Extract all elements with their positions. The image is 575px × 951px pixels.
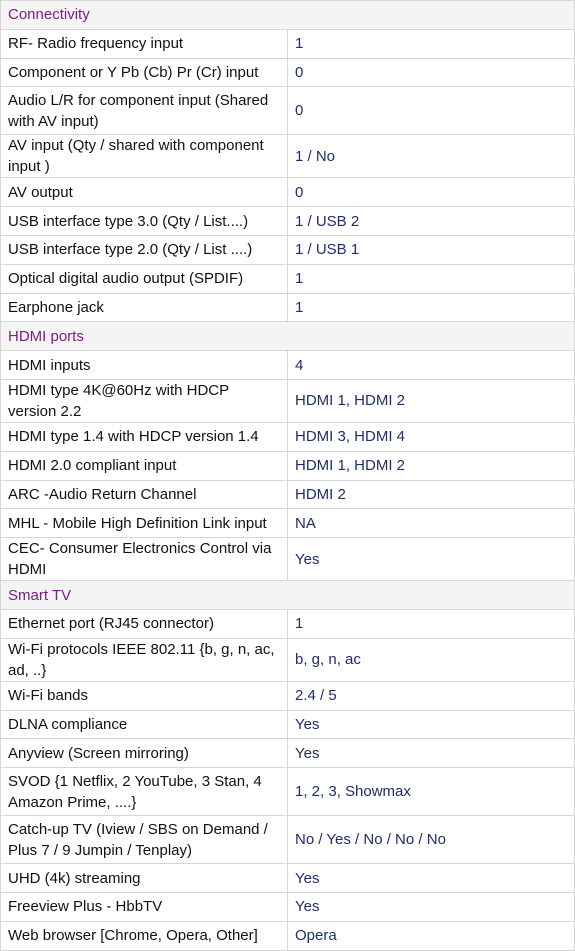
table-row bbox=[1, 921, 575, 950]
spec-label: USB interface type 3.0 (Qty / List....) bbox=[1, 207, 288, 236]
spec-label: Wi-Fi bands bbox=[1, 681, 288, 710]
spec-value: 1 / USB 1 bbox=[288, 235, 575, 264]
table-row bbox=[1, 422, 575, 451]
spec-label: DLNA compliance bbox=[1, 710, 288, 739]
section-header-smart-tv bbox=[1, 581, 575, 610]
spec-value: No / Yes / No / No / No bbox=[288, 816, 575, 864]
spec-label: Ethernet port (RJ45 connector) bbox=[1, 609, 288, 638]
spec-value: HDMI 1, HDMI 2 bbox=[288, 451, 575, 480]
table-row bbox=[1, 509, 575, 538]
spec-value: HDMI 3, HDMI 4 bbox=[288, 422, 575, 451]
table-row bbox=[1, 135, 575, 178]
spec-label: Anyview (Screen mirroring) bbox=[1, 739, 288, 768]
table-row bbox=[1, 638, 575, 681]
table-row bbox=[1, 58, 575, 87]
spec-label: UHD (4k) streaming bbox=[1, 864, 288, 893]
spec-value: 0 bbox=[288, 58, 575, 87]
table-row bbox=[1, 293, 575, 322]
spec-label: HDMI inputs bbox=[1, 351, 288, 380]
spec-label: Component or Y Pb (Cb) Pr (Cr) input bbox=[1, 58, 288, 87]
table-row bbox=[1, 264, 575, 293]
spec-label: CEC- Consumer Electronics Control via HDMI bbox=[1, 538, 288, 581]
spec-value: 1 bbox=[288, 293, 575, 322]
spec-label: Wi-Fi protocols IEEE 802.11 {b, g, n, ac, ad, ..} bbox=[1, 638, 288, 681]
spec-label: ARC -Audio Return Channel bbox=[1, 480, 288, 509]
section-title: Smart TV bbox=[1, 581, 575, 610]
table-row bbox=[1, 538, 575, 581]
table-row bbox=[1, 816, 575, 864]
spec-label: HDMI 2.0 compliant input bbox=[1, 451, 288, 480]
spec-value: HDMI 1, HDMI 2 bbox=[288, 379, 575, 422]
spec-value: Yes bbox=[288, 739, 575, 768]
table-row bbox=[1, 207, 575, 236]
spec-label: AV input (Qty / shared with component input ) bbox=[1, 135, 288, 178]
spec-label: USB interface type 2.0 (Qty / List ....) bbox=[1, 235, 288, 264]
spec-value: 0 bbox=[288, 178, 575, 207]
spec-label: HDMI type 4K@60Hz with HDCP version 2.2 bbox=[1, 379, 288, 422]
table-row bbox=[1, 451, 575, 480]
table-row bbox=[1, 864, 575, 893]
spec-value: Yes bbox=[288, 538, 575, 581]
spec-label: Freeview Plus - HbbTV bbox=[1, 892, 288, 921]
table-row bbox=[1, 710, 575, 739]
table-row bbox=[1, 609, 575, 638]
table-row bbox=[1, 178, 575, 207]
spec-value: 1 bbox=[288, 609, 575, 638]
spec-value: 1, 2, 3, Showmax bbox=[288, 768, 575, 816]
section-header-hdmi-ports bbox=[1, 322, 575, 351]
table-row bbox=[1, 480, 575, 509]
table-row bbox=[1, 29, 575, 58]
spec-label: RF- Radio frequency input bbox=[1, 29, 288, 58]
table-row bbox=[1, 351, 575, 380]
spec-label: Earphone jack bbox=[1, 293, 288, 322]
spec-label: AV output bbox=[1, 178, 288, 207]
spec-value: NA bbox=[288, 509, 575, 538]
spec-label: SVOD {1 Netflix, 2 YouTube, 3 Stan, 4 Amazon Prime, ....} bbox=[1, 768, 288, 816]
table-row bbox=[1, 739, 575, 768]
section-header-connectivity bbox=[1, 1, 575, 30]
spec-value: Yes bbox=[288, 710, 575, 739]
spec-label: MHL - Mobile High Definition Link input bbox=[1, 509, 288, 538]
section-title: Connectivity bbox=[1, 1, 575, 30]
spec-value: 1 bbox=[288, 29, 575, 58]
spec-value: Yes bbox=[288, 864, 575, 893]
spec-value: 0 bbox=[288, 87, 575, 135]
spec-value: 1 bbox=[288, 264, 575, 293]
table-row bbox=[1, 235, 575, 264]
spec-value: Yes bbox=[288, 892, 575, 921]
spec-label: HDMI type 1.4 with HDCP version 1.4 bbox=[1, 422, 288, 451]
table-row bbox=[1, 681, 575, 710]
table-row bbox=[1, 768, 575, 816]
section-title: HDMI ports bbox=[1, 322, 575, 351]
table-row bbox=[1, 379, 575, 422]
spec-value: HDMI 2 bbox=[288, 480, 575, 509]
spec-value: 2.4 / 5 bbox=[288, 681, 575, 710]
spec-value: 4 bbox=[288, 351, 575, 380]
spec-label: Catch-up TV (Iview / SBS on Demand / Plus 7 / 9 Jumpin / Tenplay) bbox=[1, 816, 288, 864]
spec-value: b, g, n, ac bbox=[288, 638, 575, 681]
table-row bbox=[1, 87, 575, 135]
spec-value: Opera bbox=[288, 921, 575, 950]
spec-label: Web browser [Chrome, Opera, Other] bbox=[1, 921, 288, 950]
spec-label: Optical digital audio output (SPDIF) bbox=[1, 264, 288, 293]
spec-value: 1 / No bbox=[288, 135, 575, 178]
spec-label: Audio L/R for component input (Shared with AV input) bbox=[1, 87, 288, 135]
spec-value: 1 / USB 2 bbox=[288, 207, 575, 236]
table-row bbox=[1, 892, 575, 921]
